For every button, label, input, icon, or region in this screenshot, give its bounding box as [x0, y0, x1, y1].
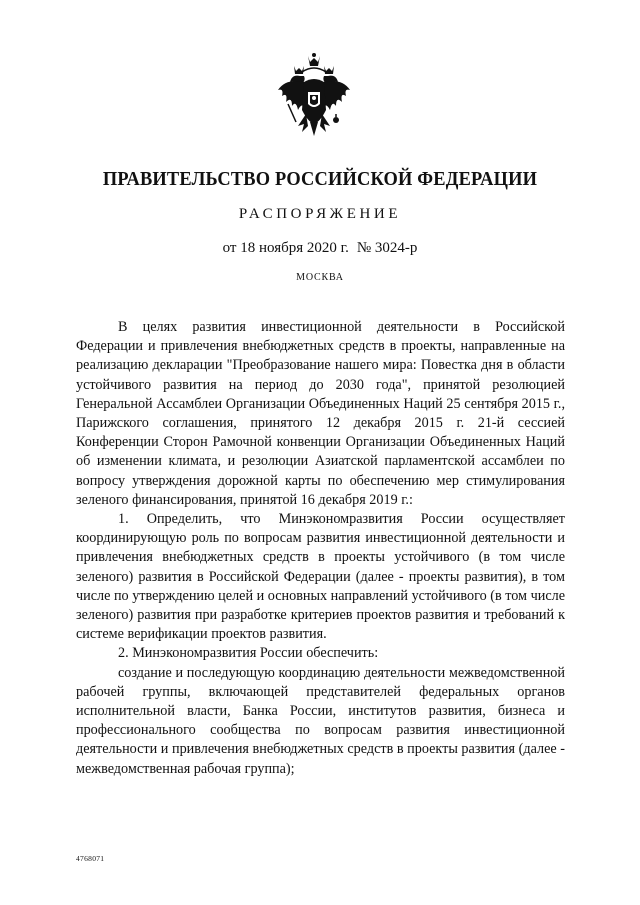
coat-of-arms-emblem: [274, 52, 356, 146]
paragraph-preamble: В целях развития инвестиционной деятельности в Российской Федерации и привлечения внебюджетных средств в проекты, направленные на реализацию декларации "Преобразование нашего мира: Повестка дня в области устойчивого развития на период до 2030 года", принятой резолюцией Генеральной Ассамблеи Организации Объединенных Наций 25 сентября 2015 г., Парижского соглашения, принятого 12 декабря 2015 г. 21-й сессией Конференции Сторон Рамочной конвенции Организации Объединенных Наций об изменении климата, и резолюции Азиатской парламентской ассамблеи по вопросу утверждения дорожной карты по обеспечению мер стимулирования зеленого финансирования, принятой 16 декабря 2019 г.:: [76, 319, 565, 508]
paragraph-item-2-subitem: создание и последующую координацию деятельности межведомственной рабочей группы, включающей представителей федеральных органов исполнительной власти, Банка России, институтов развития, бизнеса и профессионального сообщества по вопросам развития инвестиционной деятельности и привлечения внебюджетных средств в проекты развития (далее - межведомственная рабочая группа);: [76, 664, 565, 777]
document-body: [76, 318, 565, 779]
document-date-number: [0, 240, 640, 257]
paragraph-item-2: 2. Минэкономразвития России обеспечить:: [118, 645, 379, 662]
paragraph-item-1: 1. Определить, что Минэкономразвития России осуществляет координирующую роль по вопросам развития инвестиционной деятельности и привлечения внебюджетных средств в проекты устойчивого (в том числе зеленого) развития в Российской Федерации (далее - проекты развития), в том числе по утверждению целей и основных направлений устойчивого (в том числе зеленого) развития при разработке критериев проектов развития и требований к системе верификации проектов развития.: [76, 511, 565, 643]
russian-double-headed-eagle-icon: [274, 52, 356, 146]
document-city: МОСКВА: [296, 272, 344, 283]
document-number: № 3024-р: [356, 240, 418, 256]
document-date: от 18 ноября 2020 г.: [222, 240, 349, 256]
document-type: РАСПОРЯЖЕНИЕ: [238, 206, 402, 222]
document-code: 4768071: [76, 854, 105, 863]
government-title: ПРАВИТЕЛЬСТВО РОССИЙСКОЙ ФЕДЕРАЦИИ: [102, 168, 538, 190]
